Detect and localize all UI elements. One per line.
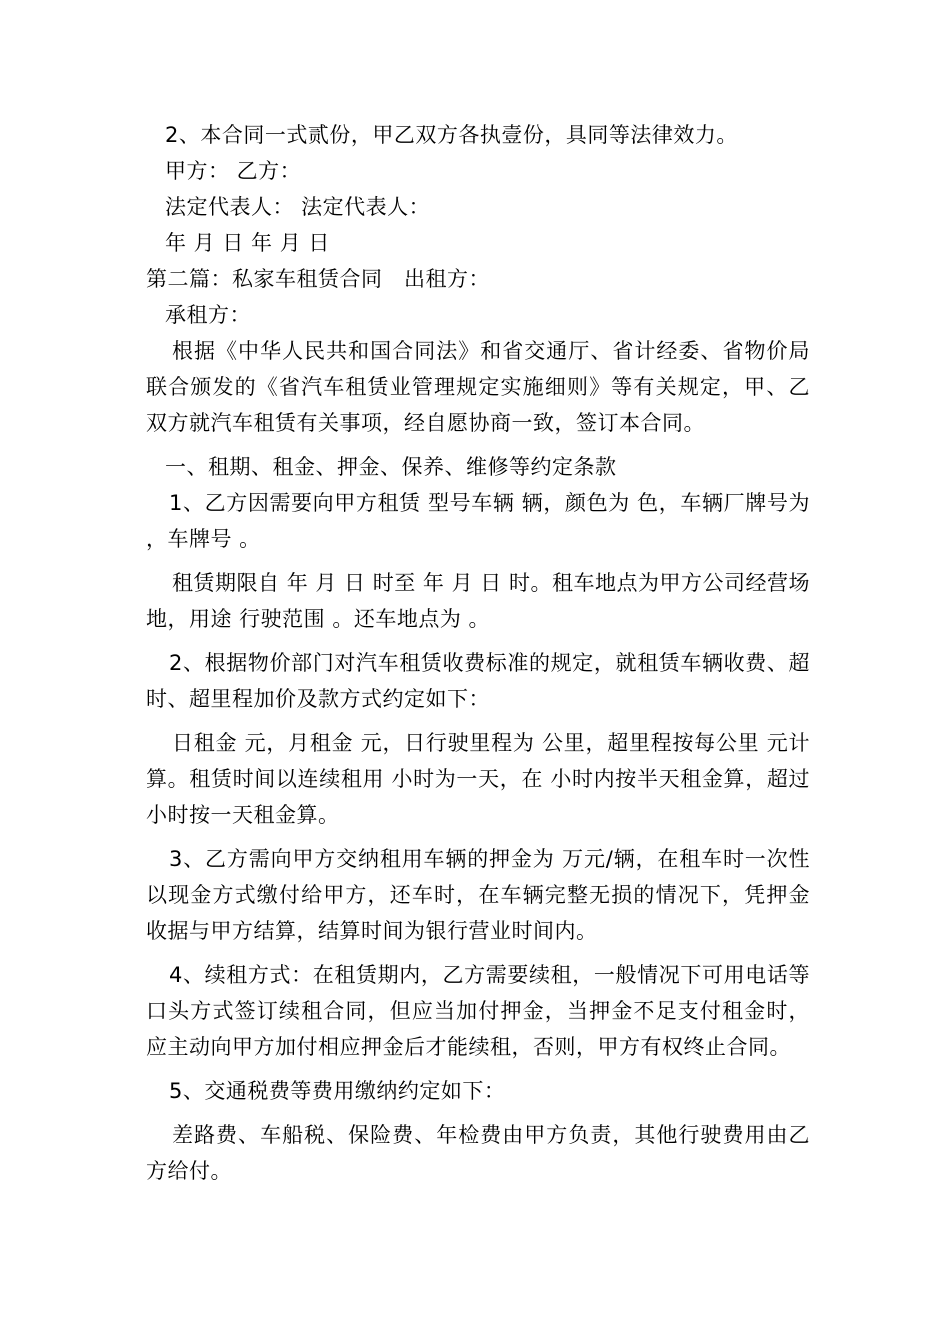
clause-5-detail: 差路费、车船税、保险费、年检费由甲方负责，其他行驶费用由乙方给付。 — [146, 1123, 810, 1183]
clause-1-vehicle: 1、乙方因需要向甲方租赁 型号车辆 辆，颜色为 色，车辆厂牌号为 ，车牌号 。 — [146, 491, 810, 551]
clause-1-lease-period: 租赁期限自 年 月 日 时至 年 月 日 时。租车地点为甲方公司经营场地，用途 行驶范围 。还车地点为 。 — [146, 571, 810, 631]
section-heading-private-car-lease: 第二篇：私家车租赁合同 出租方： — [146, 267, 490, 291]
clause-heading-terms: 一、租期、租金、押金、保养、维修等约定条款 — [165, 455, 617, 479]
clause-4-renewal: 4、续租方式：在租赁期内，乙方需要续租，一般情况下可用电话等口头方式签订续租合同，但应当加付押金，当押金不足支付租金时，应主动向甲方加付相应押金后才能续租，否则，甲方有权终止合同。 — [146, 963, 810, 1059]
clause-2-fees: 2、根据物价部门对汽车租赁收费标准的规定，就租赁车辆收费、超时、超里程加价及款方式约定如下： — [146, 651, 810, 711]
clause-3-deposit: 3、乙方需向甲方交纳租用车辆的押金为 万元/辆，在租车时一次性以现金方式缴付给甲方，还车时，在车辆完整无损的情况下，凭押金收据与甲方结算，结算时间为银行营业时间内。 — [146, 847, 810, 943]
clause-2-rent-detail: 日租金 元，月租金 元，日行驶里程为 公里，超里程按每公里 元计算。租赁时间以连续租用 小时为一天，在 小时内按半天租金算，超过 小时按一天租金算。 — [146, 731, 810, 827]
lessee-label: 承租方： — [165, 303, 251, 327]
signature-dates: 年 月 日 年 月 日 — [165, 231, 330, 255]
signature-representatives: 法定代表人： 法定代表人： — [165, 195, 431, 219]
clause-copies: 2、本合同一式贰份，甲乙双方各执壹份，具同等法律效力。 — [165, 123, 738, 147]
clause-5-taxes: 5、交通税费等费用缴纳约定如下： — [169, 1079, 506, 1103]
preamble-paragraph: 根据《中华人民共和国合同法》和省交通厅、省计经委、省物价局联合颁发的《省汽车租赁业管理规定实施细则》等有关规定，甲、乙双方就汽车租赁有关事项，经自愿协商一致，签订本合同。 — [146, 339, 810, 435]
document-body — [146, 117, 810, 1197]
signature-parties: 甲方： 乙方： — [165, 159, 302, 183]
